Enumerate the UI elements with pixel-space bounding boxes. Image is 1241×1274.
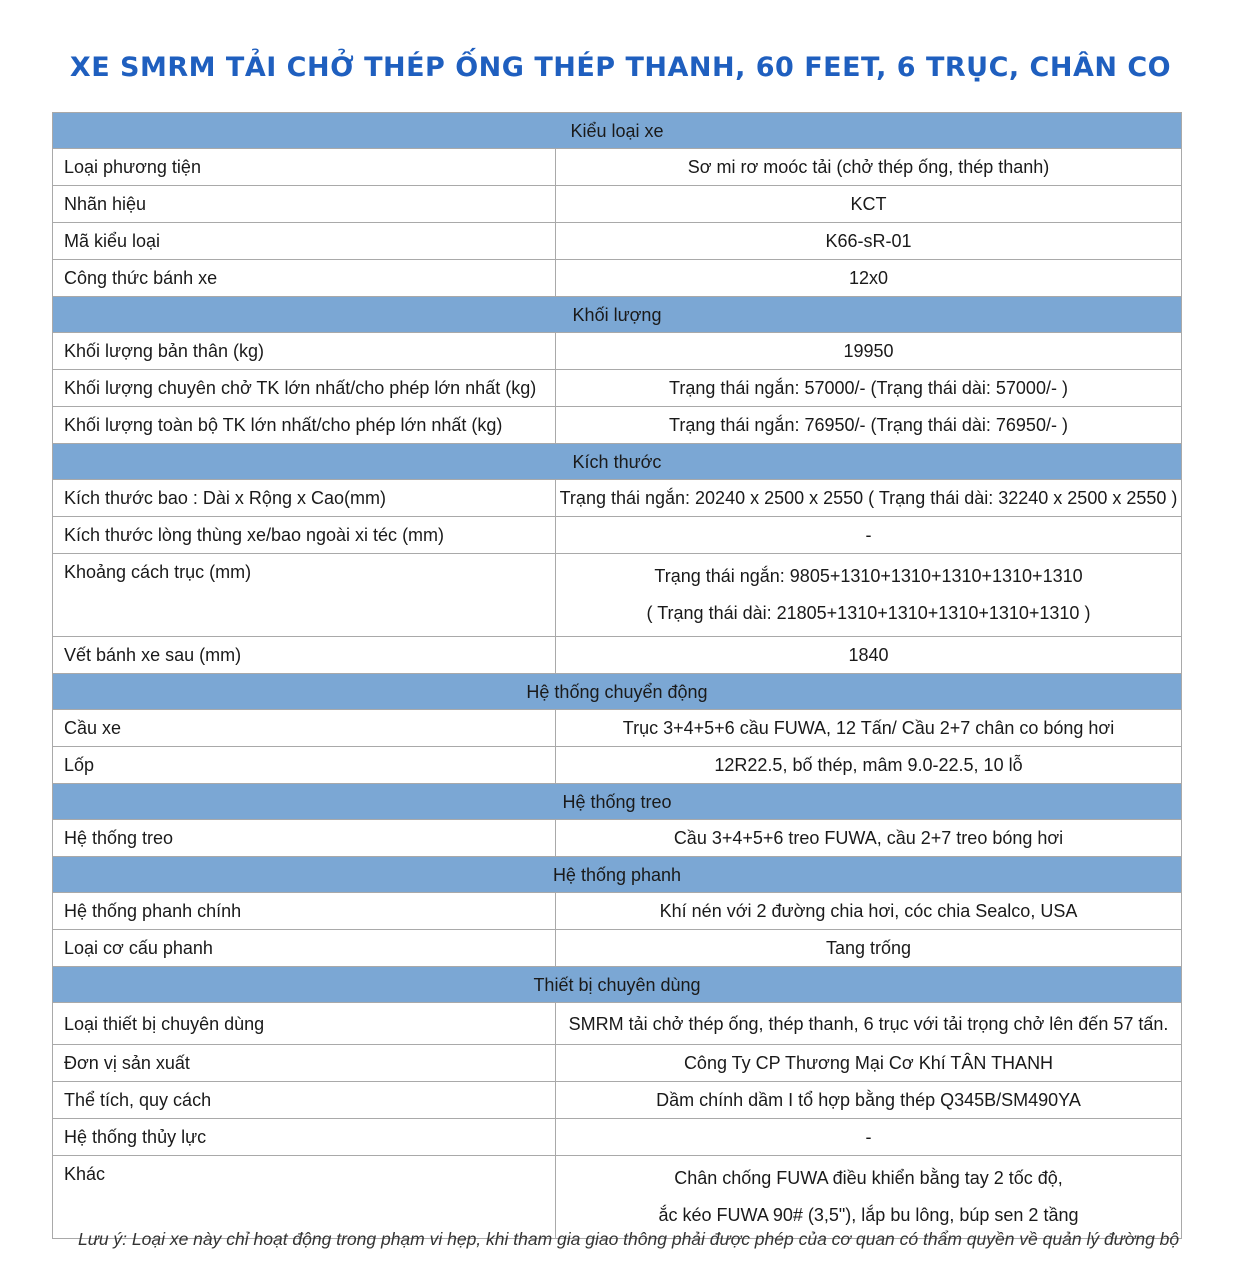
table-row [53,407,1182,444]
table-row [53,370,1182,407]
table-row [53,480,1182,517]
row-value: - [556,1119,1182,1156]
row-value: - [556,517,1182,554]
row-value: 12R22.5, bố thép, mâm 9.0-22.5, 10 lỗ [556,747,1182,784]
footnote: Lưu ý: Loại xe này chỉ hoạt động trong phạm vi hẹp, khi tham gia giao thông phải được phép của cơ quan có thẩm quyền về quản lý đường bộ [78,1229,1180,1249]
row-label: Thể tích, quy cách [53,1082,556,1119]
row-label: Loại phương tiện [53,149,556,186]
section-header-treo [53,784,1182,820]
page-title: XE SMRM TẢI CHỞ THÉP ỐNG THÉP THANH, 60 FEET, 6 TRỤC, CHÂN CO [69,52,1172,83]
row-label: Khối lượng bản thân (kg) [53,333,556,370]
table-row [53,1045,1182,1082]
table-row [53,186,1182,223]
table-row [53,1003,1182,1045]
row-label: Nhãn hiệu [53,186,556,223]
section-title: Thiết bị chuyên dùng [53,967,1182,1003]
row-value: Trạng thái ngắn: 76950/- (Trạng thái dài: 76950/- ) [556,407,1182,444]
table-row [53,223,1182,260]
table-row [53,517,1182,554]
table-row [53,747,1182,784]
row-value: Khí nén với 2 đường chia hơi, cóc chia Sealco, USA [556,893,1182,930]
section-header-kich-thuoc [53,444,1182,480]
row-label: Khối lượng toàn bộ TK lớn nhất/cho phép lớn nhất (kg) [53,407,556,444]
row-value: Trạng thái ngắn: 57000/- (Trạng thái dài: 57000/- ) [556,370,1182,407]
row-label: Kích thước bao : Dài x Rộng x Cao(mm) [53,480,556,517]
section-title: Hệ thống treo [53,784,1182,820]
row-label: Vết bánh xe sau (mm) [53,637,556,674]
section-title: Hệ thống phanh [53,857,1182,893]
row-value: Trục 3+4+5+6 cầu FUWA, 12 Tấn/ Cầu 2+7 chân co bóng hơi [556,710,1182,747]
row-label: Đơn vị sản xuất [53,1045,556,1082]
row-value: KCT [556,186,1182,223]
table-row [53,1119,1182,1156]
section-header-phanh [53,857,1182,893]
row-value: 19950 [556,333,1182,370]
row-value: Sơ mi rơ moóc tải (chở thép ống, thép thanh) [556,149,1182,186]
row-value: Trạng thái ngắn: 20240 x 2500 x 2550 ( Trạng thái dài: 32240 x 2500 x 2550 ) [556,480,1182,517]
row-label: Loại cơ cấu phanh [53,930,556,967]
table-row [53,1082,1182,1119]
row-label: Công thức bánh xe [53,260,556,297]
row-value: K66-sR-01 [556,223,1182,260]
row-label: Hệ thống treo [53,820,556,857]
row-value [556,1156,1182,1239]
section-title: Kích thước [53,444,1182,480]
table-row [53,637,1182,674]
value-line: Chân chống FUWA điều khiển bằng tay 2 tốc độ, [674,1168,1063,1188]
value-line: ắc kéo FUWA 90# (3,5"), lắp bu lông, búp sen 2 tầng [658,1205,1079,1225]
table-row [53,1156,1182,1239]
section-header-kieu-loai [53,113,1182,149]
row-value: Tang trống [556,930,1182,967]
section-title: Hệ thống chuyển động [53,674,1182,710]
row-value: SMRM tải chở thép ống, thép thanh, 6 trục với tải trọng chở lên đến 57 tấn. [556,1003,1182,1045]
table-row [53,333,1182,370]
table-row [53,930,1182,967]
section-header-chuyen-dong [53,674,1182,710]
value-line: Trạng thái ngắn: 9805+1310+1310+1310+1310+1310 [654,566,1083,586]
row-value: Cầu 3+4+5+6 treo FUWA, cầu 2+7 treo bóng hơi [556,820,1182,857]
row-label: Loại thiết bị chuyên dùng [53,1003,556,1045]
row-label: Hệ thống thủy lực [53,1119,556,1156]
table-row [53,893,1182,930]
row-value: 1840 [556,637,1182,674]
row-value [556,554,1182,637]
section-header-khoi-luong [53,297,1182,333]
spec-table [52,112,1182,1239]
row-value: 12x0 [556,260,1182,297]
table-row [53,710,1182,747]
row-label: Khối lượng chuyên chở TK lớn nhất/cho phép lớn nhất (kg) [53,370,556,407]
table-row [53,260,1182,297]
section-title: Kiểu loại xe [53,113,1182,149]
value-line: ( Trạng thái dài: 21805+1310+1310+1310+1310+1310 ) [646,603,1091,623]
row-label: Khác [53,1156,556,1239]
row-label: Lốp [53,747,556,784]
section-header-thiet-bi [53,967,1182,1003]
row-label: Kích thước lòng thùng xe/bao ngoài xi téc (mm) [53,517,556,554]
table-row [53,149,1182,186]
row-value: Công Ty CP Thương Mại Cơ Khí TÂN THANH [556,1045,1182,1082]
row-label: Hệ thống phanh chính [53,893,556,930]
row-label: Mã kiểu loại [53,223,556,260]
section-title: Khối lượng [53,297,1182,333]
row-label: Cầu xe [53,710,556,747]
row-value: Dầm chính dầm I tổ hợp bằng thép Q345B/SM490YA [556,1082,1182,1119]
table-row [53,820,1182,857]
row-label: Khoảng cách trục (mm) [53,554,556,637]
table-row [53,554,1182,637]
